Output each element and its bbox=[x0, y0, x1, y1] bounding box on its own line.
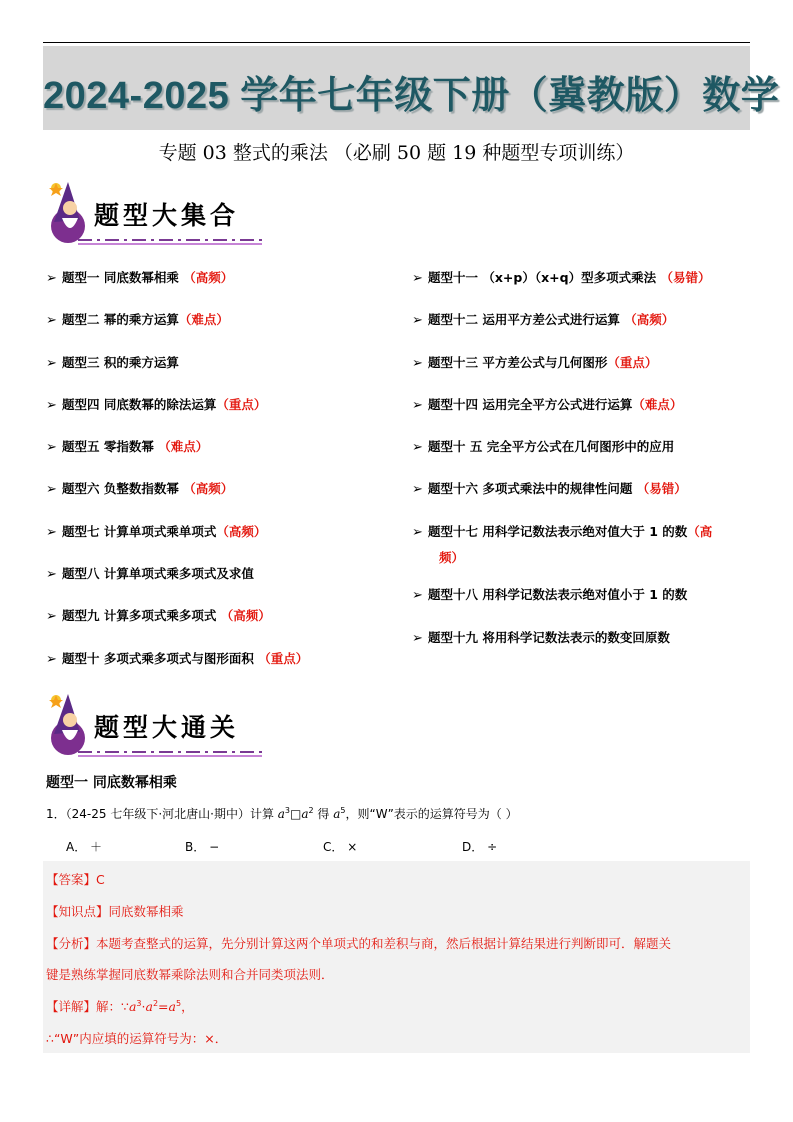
title-banner bbox=[43, 46, 780, 130]
arrow-right-icon: ➢ bbox=[46, 524, 57, 540]
section-title: 题型一 同底数幂相乘 bbox=[46, 775, 177, 791]
heading-practice-text: 题型大通关 bbox=[94, 713, 240, 742]
toc-left-column bbox=[46, 268, 396, 691]
arrow-right-icon: ➢ bbox=[412, 397, 423, 413]
arrow-right-icon: ➢ bbox=[46, 567, 57, 583]
arrow-right-icon: ➢ bbox=[46, 271, 57, 286]
heading-collection bbox=[44, 178, 266, 246]
toc-item[interactable]: ➢ 题型十三 平方差公式与几何图形（重点） bbox=[412, 353, 752, 395]
toc-item[interactable]: ➢ 题型十 五 完全平方公式在几何图形中的应用 bbox=[412, 437, 752, 479]
arrow-right-icon: ➢ bbox=[412, 313, 423, 329]
toc-right-column bbox=[412, 268, 752, 670]
option-c[interactable]: C． × bbox=[323, 840, 358, 854]
arrow-right-icon: ➢ bbox=[412, 440, 423, 456]
toc-item[interactable]: ➢ 题型四 同底数幂的除法运算（重点） bbox=[46, 395, 396, 437]
question-stem: 1．（24-25 七年级下·河北唐山·期中）计算 $a^3□a^2$ 得 $a^5$，则“W”表示的运算符号为（ ） bbox=[46, 806, 518, 821]
knowledge-line: 【知识点】同底数幂相乘 bbox=[46, 904, 184, 919]
detail-line: 【详解】解：$\because a^3\cdot a^2=a^5$， bbox=[46, 998, 194, 1014]
toc-item[interactable]: ➢ 题型二 幂的乘方运算（难点） bbox=[46, 310, 396, 352]
toc-item[interactable]: ➢ 题型五 零指数幂 （难点） bbox=[46, 437, 396, 479]
toc-item[interactable]: ➢ 题型一 同底数幂相乘 （高频） bbox=[46, 268, 396, 310]
arrow-right-icon: ➢ bbox=[412, 588, 423, 604]
arrow-right-icon: ➢ bbox=[412, 355, 423, 371]
arrow-right-icon: ➢ bbox=[46, 609, 57, 625]
arrow-right-icon: ➢ bbox=[46, 397, 57, 413]
option-d[interactable]: D． ÷ bbox=[462, 840, 498, 854]
heading-collection-text: 题型大集合 bbox=[94, 201, 240, 230]
arrow-right-icon: ➢ bbox=[412, 524, 423, 540]
document-subtitle: 专题 03 整式的乘法 （必刷 50 题 19 种题型专项训练） bbox=[158, 142, 635, 164]
option-b[interactable]: B． − bbox=[185, 840, 220, 854]
conclusion-line: ∴“W”内应填的运算符号为：×． bbox=[46, 1031, 228, 1046]
arrow-right-icon: ➢ bbox=[412, 271, 423, 286]
answer-panel bbox=[43, 861, 750, 1053]
banner-title: 2024-2025 学年七年级下册（冀教版）数学 bbox=[43, 75, 780, 117]
toc-item[interactable]: ➢ 题型七 计算单项式乘单项式（高频） bbox=[46, 522, 396, 564]
toc-item[interactable]: ➢ 题型十八 用科学记数法表示绝对值小于 1 的数 bbox=[412, 585, 752, 627]
arrow-right-icon: ➢ bbox=[46, 355, 57, 371]
arrow-right-icon: ➢ bbox=[46, 440, 57, 456]
toc-item[interactable]: ➢ 题型十六 多项式乘法中的规律性问题 （易错） bbox=[412, 479, 752, 521]
arrow-right-icon: ➢ bbox=[46, 651, 57, 667]
toc-item[interactable]: ➢ 题型十七 用科学记数法表示绝对值大于 1 的数（高 频） bbox=[412, 523, 713, 565]
arrow-right-icon: ➢ bbox=[46, 313, 57, 329]
answer-line: 【答案】C bbox=[46, 872, 105, 887]
analysis-line-2: 键是熟练掌握同底数幂乘除法则和合并同类项法则． bbox=[46, 967, 334, 982]
toc-item[interactable]: ➢ 题型八 计算单项式乘多项式及求值 bbox=[46, 564, 396, 606]
arrow-right-icon: ➢ bbox=[412, 630, 423, 646]
arrow-right-icon: ➢ bbox=[412, 482, 423, 498]
heading-practice bbox=[44, 690, 266, 758]
analysis-line: 【分析】本题考查整式的运算，先分别计算这两个单项式的和差积与商，然后根据计算结果进行判断即可．解题关 bbox=[46, 936, 672, 951]
arrow-right-icon: ➢ bbox=[46, 482, 57, 498]
toc-item[interactable]: ➢ 题型十二 运用平方差公式进行运算 （高频） bbox=[412, 310, 752, 352]
toc-item[interactable]: ➢ 题型十一 （x+p）（x+q）型多项式乘法 （易错） bbox=[412, 268, 752, 310]
top-rule bbox=[43, 42, 750, 43]
toc-item[interactable]: ➢ 题型九 计算多项式乘多项式 （高频） bbox=[46, 606, 396, 648]
toc-item[interactable]: ➢ 题型十四 运用完全平方公式进行运算（难点） bbox=[412, 395, 752, 437]
toc-item[interactable]: ➢ 题型十九 将用科学记数法表示的数变回原数 bbox=[412, 628, 752, 670]
toc-item[interactable]: ➢ 题型三 积的乘方运算 bbox=[46, 353, 396, 395]
toc-item[interactable]: ➢ 题型十 多项式乘多项式与图形面积 （重点） bbox=[46, 649, 396, 691]
toc-item[interactable]: ➢ 题型六 负整数指数幂 （高频） bbox=[46, 479, 396, 521]
option-a[interactable]: A． ＋ bbox=[66, 840, 103, 854]
